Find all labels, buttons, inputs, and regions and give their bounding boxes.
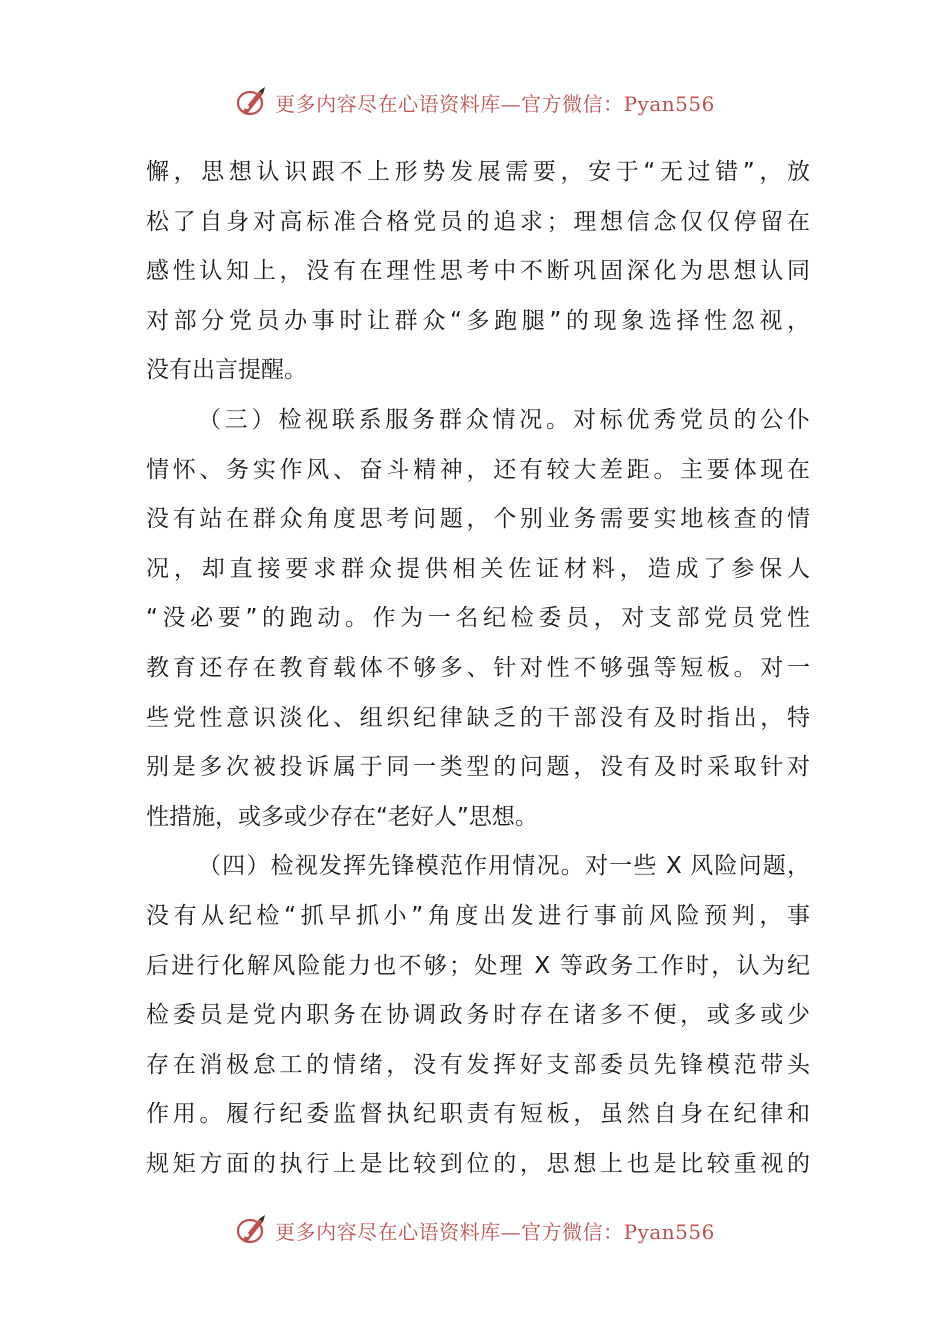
text-line: 没有站在群众角度思考问题，个别业务需要实地核查的情 bbox=[146, 506, 810, 533]
text-line: 感性认知上，没有在理性思考中不断巩固深化为思想认同 bbox=[146, 258, 810, 285]
text-line: 没有出言提醒。 bbox=[146, 357, 307, 384]
text-line: “没必要”的跑动。作为一名纪检委员，对支部党员党性 bbox=[146, 605, 810, 632]
text-line: 后进行化解风险能力也不够；处理 X 等政务工作时，认为纪 bbox=[146, 952, 810, 979]
text-line: 松了自身对高标准合格党员的追求；理想信念仅仅停留在 bbox=[146, 208, 810, 235]
text-line: 存在消极怠工的情绪，没有发挥好支部委员先锋模范带头 bbox=[146, 1051, 810, 1078]
text-line: 对部分党员办事时让群众“多跑腿”的现象选择性忽视， bbox=[146, 307, 810, 334]
footer-banner-text: 更多内容尽在心语资料库—官方微信：Pyan556 bbox=[275, 1219, 715, 1244]
text-line: 没有从纪检“抓早抓小”角度出发进行事前风险预判，事 bbox=[146, 902, 810, 929]
text-line: 情怀、务实作风、奋斗精神，还有较大差距。主要体现在 bbox=[146, 456, 810, 483]
text-line: 况，却直接要求群众提供相关佐证材料，造成了参保人 bbox=[146, 555, 810, 582]
text-line: 规矩方面的执行上是比较到位的，思想上也是比较重视的 bbox=[146, 1150, 810, 1177]
text-line: 懈，思想认识跟不上形势发展需要，安于“无过错”，放 bbox=[146, 159, 810, 185]
header-banner-text: 更多内容尽在心语资料库—官方微信：Pyan556 bbox=[275, 91, 715, 116]
text-line: 别是多次被投诉属于同一类型的问题，没有及时采取针对 bbox=[146, 754, 810, 781]
text-line: 检委员是党内职务在协调政务时存在诸多不便，或多或少 bbox=[146, 1002, 810, 1029]
header-watermark-banner bbox=[0, 82, 950, 122]
section-heading-line: （四）检视发挥先锋模范作用情况。对一些 X 风险问题， bbox=[198, 853, 810, 880]
pen-nib-logo-icon bbox=[235, 1213, 269, 1247]
text-line: 性措施，或多或少存在“老好人”思想。 bbox=[146, 803, 538, 830]
section-heading-line: （三）检视联系服务群众情况。对标优秀党员的公仆 bbox=[198, 406, 810, 433]
text-line: 教育还存在教育载体不够多、针对性不够强等短板。对一 bbox=[146, 654, 810, 681]
text-line: 些党性意识淡化、组织纪律缺乏的干部没有及时指出，特 bbox=[146, 704, 810, 731]
footer-watermark-banner bbox=[0, 1210, 950, 1250]
pen-nib-logo-icon bbox=[235, 85, 269, 119]
document-body bbox=[146, 148, 810, 1189]
text-line: 作用。履行纪委监督执纪职责有短板，虽然自身在纪律和 bbox=[146, 1101, 810, 1128]
